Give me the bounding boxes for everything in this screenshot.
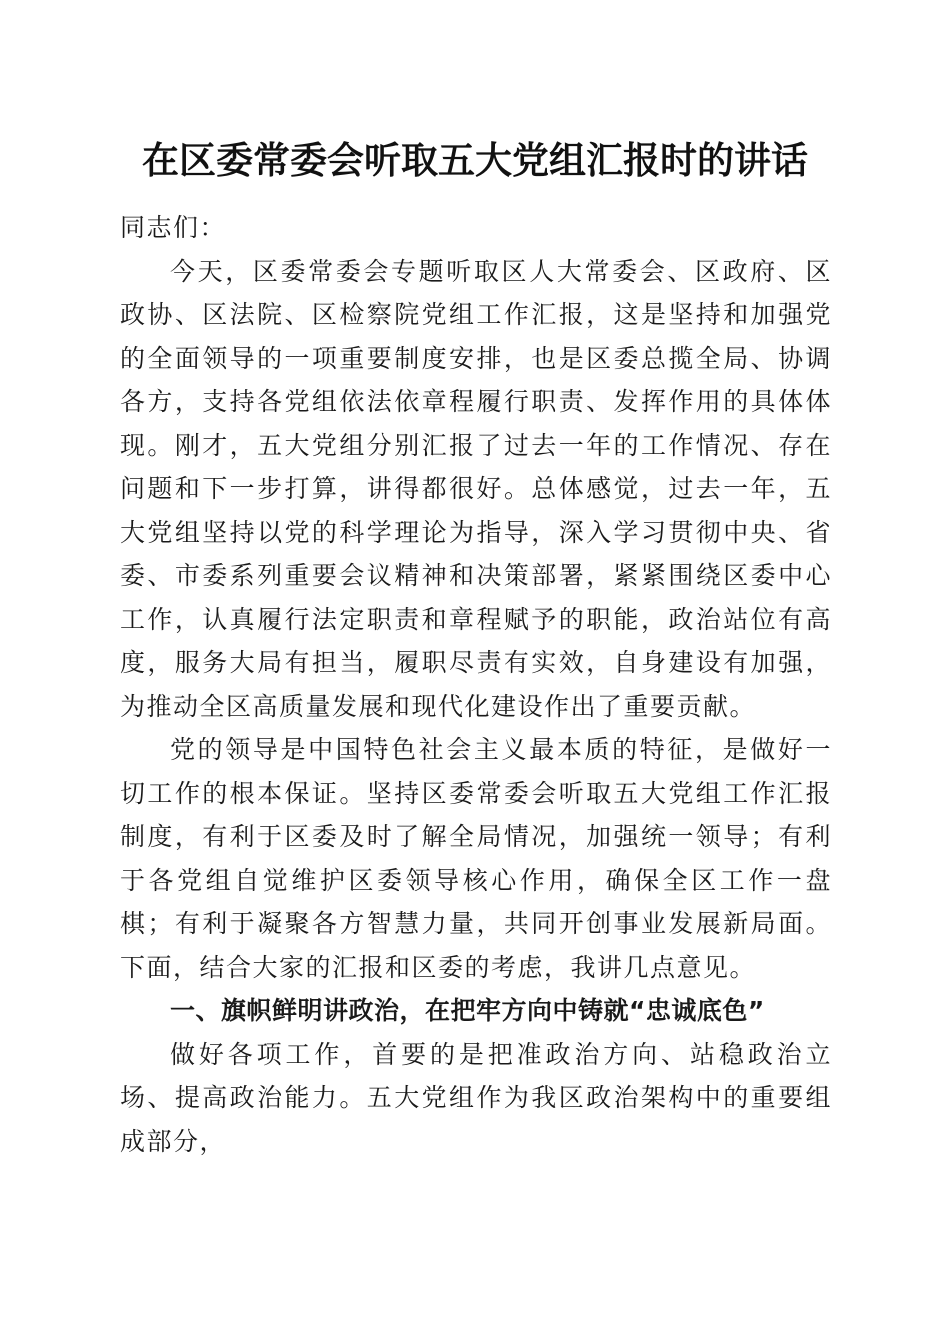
paragraph-1: 今天，区委常委会专题听取区人大常委会、区政府、区政协、区法院、区检察院党组工作汇报，这是坚持和加强党的全面领导的一项重要制度安排，也是区委总揽全局、协调各方，支持各党组依法依章程履行职责、发挥作用的具体体现。刚才，五大党组分别汇报了过去一年的工作情况、存在问题和下一步打算，讲得都很好。总体感觉，过去一年，五大党组坚持以党的科学理论为指导，深入学习贯彻中央、省委、市委系列重要会议精神和决策部署，紧紧围绕区委中心工作，认真履行法定职责和章程赋予的职能，政治站位有高度，服务大局有担当，履职尽责有实效，自身建设有加强，为推动全区高质量发展和现代化建设作出了重要贡献。 xyxy=(120,256,832,721)
document-body xyxy=(120,206,832,1163)
paragraph-2: 党的领导是中国特色社会主义最本质的特征，是做好一切工作的根本保证。坚持区委常委会听取五大党组工作汇报制度，有利于区委及时了解全局情况，加强统一领导；有利于各党组自觉维护区委领导核心作用，确保全区工作一盘棋；有利于凝聚各方智慧力量，共同开创事业发展新局面。下面，结合大家的汇报和区委的考虑，我讲几点意见。 xyxy=(120,735,832,982)
section-paragraph: 做好各项工作，首要的是把准政治方向、站稳政治立场、提高政治能力。五大党组作为我区政治架构中的重要组成部分， xyxy=(120,1039,832,1156)
salutation: 同志们： xyxy=(120,213,227,242)
section-heading: 一、旗帜鲜明讲政治，在把牢方向中铸就“忠诚底色” xyxy=(170,996,765,1025)
document-title: 在区委常委会听取五大党组汇报时的讲话 xyxy=(142,138,808,182)
